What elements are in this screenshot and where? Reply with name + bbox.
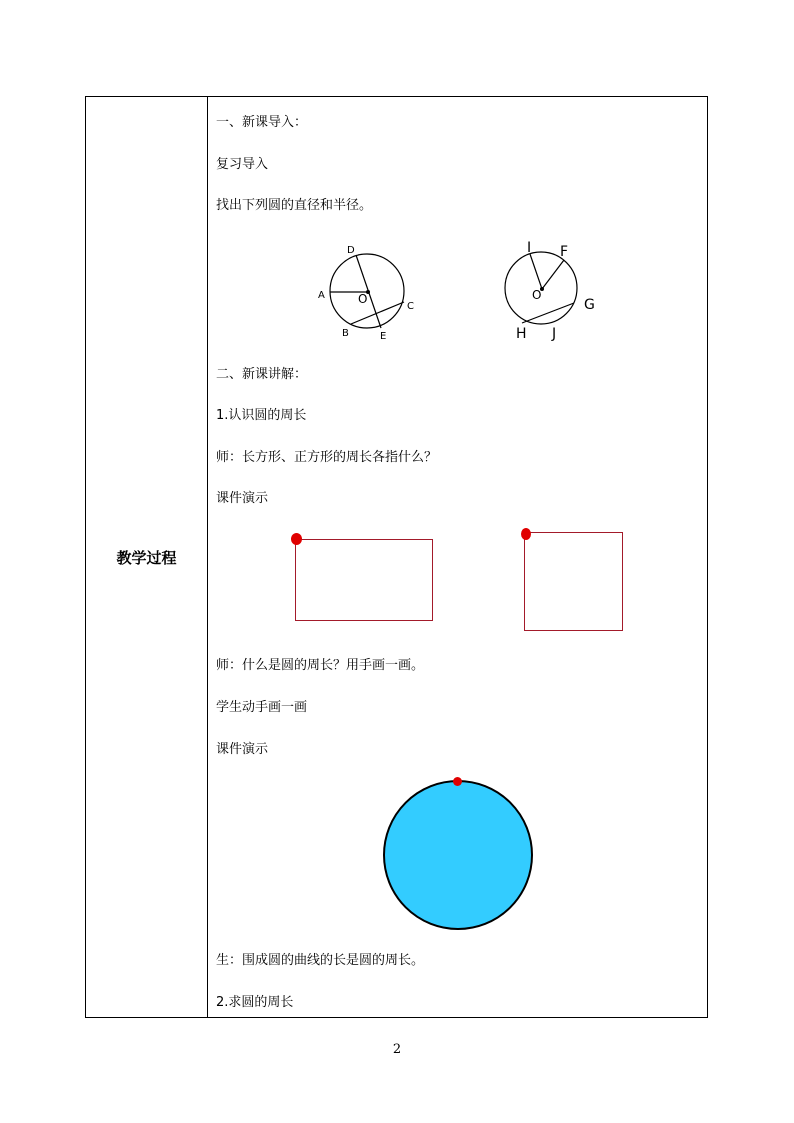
circle-diagram-1 — [311, 237, 421, 347]
label-g: G — [584, 297, 595, 313]
student-answer: 生：围成圆的曲线的长是圆的周长。 — [216, 953, 425, 968]
student-draw-text: 学生动手画一画 — [216, 700, 308, 715]
item-one: 1.认识圆的周长 — [216, 408, 307, 423]
circle-diagram-2 — [498, 237, 608, 347]
rectangle-dot — [291, 533, 302, 545]
label-b: B — [342, 328, 349, 339]
section-two-title: 二、新课讲解： — [216, 367, 308, 382]
task-text: 找出下列圆的直径和半径。 — [216, 198, 373, 213]
question-two: 师：什么是圆的周长？用手画一画。 — [216, 658, 425, 673]
radius-oi — [530, 254, 542, 289]
label-center: O — [358, 292, 368, 306]
label-d: D — [347, 245, 355, 256]
content-cell — [86, 97, 707, 1017]
label-f: F — [560, 244, 569, 260]
demo-one: 课件演示 — [216, 491, 269, 506]
label-h: H — [516, 326, 527, 342]
label-j: J — [552, 326, 557, 342]
demo-two: 课件演示 — [216, 742, 269, 757]
blue-circle — [383, 780, 533, 930]
square-shape — [524, 532, 623, 631]
section-one-title: 一、新课导入： — [216, 115, 308, 130]
label-c: C — [407, 301, 414, 312]
item-two: 2.求圆的周长 — [216, 995, 294, 1010]
page-number: 2 — [392, 1042, 402, 1057]
review-text: 复习导入 — [216, 157, 269, 172]
row-label: 教学过程 — [116, 548, 177, 567]
circle-dot — [453, 777, 462, 786]
label-e: E — [380, 331, 387, 342]
square-dot — [521, 528, 531, 540]
lesson-table — [85, 96, 708, 1018]
label-a: A — [318, 290, 325, 301]
label-i: I — [527, 240, 532, 256]
rectangle-shape — [295, 539, 433, 621]
label-center: O — [532, 288, 542, 302]
question-one: 师：长方形、正方形的周长各指什么？ — [216, 450, 438, 465]
radius-of — [542, 260, 564, 289]
